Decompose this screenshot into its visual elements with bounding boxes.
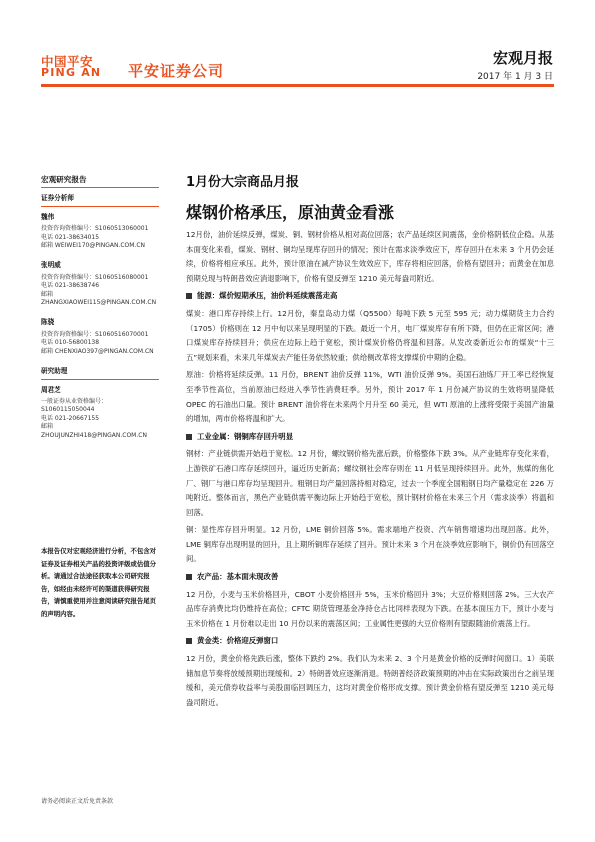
analyst-license: 投资咨询资格编号：S1060516080001 [41,273,149,281]
analyst-card [41,213,159,251]
analyst-tel: 电话 010-56800138 [41,339,100,347]
header-divider [41,84,554,87]
analyst-tel: 电话 021-38638746 [41,282,100,290]
report-category: 宏观研究报告 [41,175,87,184]
analyst-name: 陈骁 [41,318,55,327]
assistant-license: 一般证券从业资格编号：S1060115050044 [41,397,108,414]
body-paragraph: 12 月份，黄金价格先跌后涨，整体下跌约 2%。我们认为未来 2、3 个月是黄金价格的反弹时间窗口。1）美联储加息节奏将放缓预期出现缓和。2）特朗普效应逐渐消退。特朗普经济政策预期的冲击在实际政策出台之前呈现缓和，美元债券收益率与美股面临回调压力，这均对黄金价格形成支撑。预计黄金价格有望反弹至 1210 美元每盎司附近。 [186,654,554,707]
section-heading: 黄金类：价格迎反弹窗口 [186,634,554,649]
footer-note: 请务必阅读正文后免责条款 [41,798,114,805]
report-date: 2017 年 1 月 3 日 [477,72,553,82]
analyst-email[interactable]: 邮箱 ZHANGXIAOWEI115@PINGAN.COM.CN [41,290,157,307]
assistant-tel: 电话 021-20667155 [41,414,100,422]
sidebar [41,176,159,451]
sidebar-divider [41,206,159,207]
report-subtitle: 1月份大宗商品月报 [186,175,300,190]
assistant-name: 周君芝 [41,385,61,394]
sidebar-divider [41,187,159,188]
section-heading: 工业金属：钢铜库存回升明显 [186,430,554,445]
assistant-card [41,386,159,440]
section-heading: 农产品：基本面未现改善 [186,570,554,585]
body-paragraph: 原油：价格将延续反弹。11 月份，BRENT 油价反弹 11%，WTI 油价反弹 9%。美国石油炼厂开工率已经恢复至季节性高位，当前原油已经进入季节性消费旺季。另外，预计 2017 年 1 月份减产协议的生效将明显降低 OPEC 的石油出口量。预计 BRENT 油价将在未来两个月升至 60 美元，但 WTI 原油的上涨将受限于美国产油量的增加，两市价格将温和扩大。 [186,370,554,424]
sidebar-divider [41,379,159,380]
report-body [186,228,554,713]
logo-english: PING AN [41,66,102,79]
analyst-name: 张明威 [41,261,61,270]
logo-chinese: 中国平安 [41,54,94,69]
square-bullet-icon [186,574,192,580]
square-bullet-icon [186,293,192,299]
sidebar-disclaimer: 本报告仅对宏观经济进行分析，不包含对证券及证券相关产品的投资评级或估值分析。请通过合法途径获取本公司研究报告，如经由未经许可的渠道获得研究报告，请慎重使用并注意阅读研究报告尾页的声明内容。 [41,547,157,618]
square-bullet-icon [186,638,192,644]
title-block [186,171,554,223]
analyst-heading: 证券分析师 [41,194,74,203]
analyst-license: 投资咨询资格编号：S1060516070001 [41,330,149,338]
intro-paragraph: 12月份，油价延续反弹，煤炭、铜、钢材价格从相对高位回落；农产品延续区间震荡，金价格阴低位企稳。从基本面变化来看，煤炭、钢材、铜均呈现库存回升的情况；预计在需求淡季效应下，库存回升在未来 3 个月仍会延续，价格将相应承压。此外，预计原油在减产协议生效效应下，库存将相应回落，价格有望回升；而黄金在加息预期兑现与特朗普效应消退影响下，价格有望反弹至 1210 美元每盎司附近。 [186,230,554,283]
company-name: 平安证券公司 [128,62,225,80]
report-title: 煤钢价格承压，原油黄金看涨 [186,203,395,222]
analyst-email[interactable]: 邮箱 WEIWEI170@PINGAN.COM.CN [41,242,146,250]
analyst-card [41,318,159,356]
assistant-heading: 研究助理 [41,367,68,376]
body-paragraph: 钢材：产业链供需开始趋于宽松。12 月份，螺纹钢价格先涨后跌，价格整体下跌 3%。从产业链库存变化来看，上游铁矿石港口库存延续回升，逼近历史新高；螺纹钢社会库存则在 11 月低呈现持续回升。此外，焦煤的焦化厂、钢厂与港口库存均呈现回升。粗钢日均产量回落持相对稳定，过去一个季度全国粗钢日均产量稳定在 226 万吨附近。整体而言，黑色产业链供需平衡边际上开始趋于宽松，预计钢材价格在未来三个月（需求淡季）将温和回落。 [186,449,554,517]
body-paragraph: 铜：显性库存回升明显。12 月份，LME 铜价回落 5%。需求端地产投资、汽车销售增速均出现回落。此外，LME 铜库存出现明显的回升，且上期所铜库存延续了回升。预计未来 3 个月在淡季效应影响下，铜价仍有回落空间。 [186,525,554,564]
analyst-license: 投资咨询资格编号：S1060513060001 [41,225,149,233]
analyst-email[interactable]: 邮箱 CHENXIAO397@PINGAN.COM.CN [41,347,154,355]
body-paragraph: 12 月份，小麦与玉米价格回升，CBOT 小麦价格回升 5%，玉米价格回升 3%；大豆价格则回落 2%。三大农产品库存消费比均仍维持在高位；CFTC 期货管理基金净持仓占比同样表现为下跌。在基本面压力下，预计小麦与玉米价格在 1 月份难以走出 10 月份以来的震荡区间；工业属性更强的大豆价格则有望跟随油价震荡上行。 [186,589,554,628]
square-bullet-icon [186,434,192,440]
report-type: 宏观月报 [492,49,553,67]
assistant-email[interactable]: 邮箱 ZHOUJUNZHI418@PINGAN.COM.CN [41,423,147,439]
body-paragraph: 煤炭：港口库存持续上行。12月份，秦皇岛动力煤（Q5500）每吨下跌 5 元至 595 元；动力煤期货主力合约（1705）价格则在 12 月中旬以来呈现明显的下跌。最近一个月，电厂煤炭库存有所下降，但仍在正常区间；港口煤炭库存持续回升；供应在边际上趋于宽松，预计煤炭价格仍将温和回落。从发改委新近公布的煤炭“十三五”规划来看，未来几年煤炭去产能任务依然较重；供给侧改革将支撑煤价中期的企稳。 [186,308,554,362]
section-heading: 能源：煤价短期承压，油价料延续震荡走高 [186,289,554,304]
analyst-card [41,261,159,307]
analyst-tel: 电话 021-38634015 [41,233,100,241]
analyst-name: 魏伟 [41,212,55,221]
